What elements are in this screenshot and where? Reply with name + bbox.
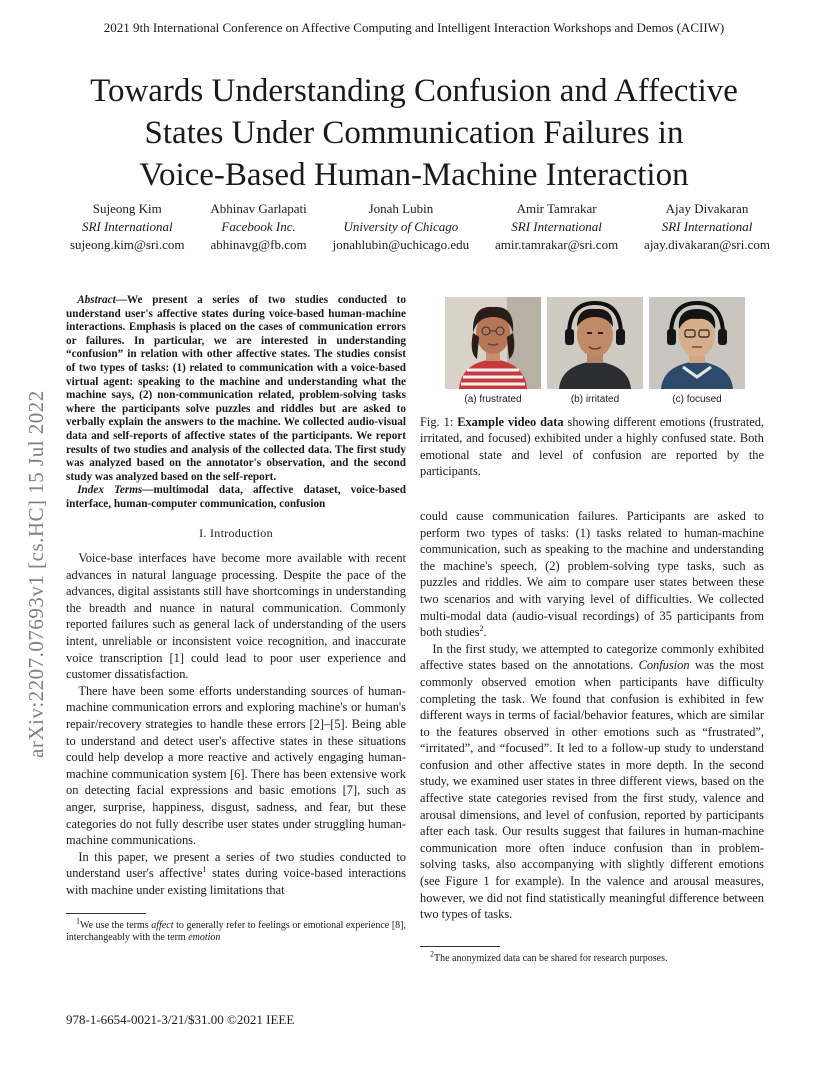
footnote-2-block [420, 946, 764, 965]
body-text: could cause communication failures. Participants are asked to perform two types of tasks: (1) tasks related to human-machine communication, such as speaking to the machine and understanding the machine's speech, (2) problem-solving type tasks, such as puzzles and riddles. We aim to compare user states between these two scenarios and with varying level of difficulties. We collected multi-modal data (audio-visual recordings) of 35 participants from both studies [420, 508, 764, 640]
index-terms [66, 484, 406, 511]
right-paragraph-1 [420, 508, 764, 641]
author-affiliation: SRI International [81, 219, 173, 234]
title-line: Towards Understanding Confusion and Affective [90, 73, 738, 109]
caption-text: showing different emotions (frustrated, irritated, and focused) exhibited under a highly confused state. Both emotional state and level of confusion are reported by the participants. [420, 414, 764, 479]
photo-frustrated [445, 297, 541, 389]
footnote-divider [66, 913, 146, 914]
body-text: was the most commonly observed emotion when participants have difficulty completing the task. We found that confusion is exhibited in few different ways in terms of facial/behavior features, which are similar to the features observed in other emotions such as “frustrated”, “irritated”, and “focused”. It led to a follow-up study to understand confusion and other affective states in more depth. In the second study, we examined user states in three different views, based on the affective state categories revised from the first study, valence and arousal dimensions, and level of confusion, reported by participants after each task. Our results suggest that failures in human-machine communication more often induce confusion than in problem-solving tasks, also accompanying with slightly different emotions (see Figure 1 for example). In the valence and arousal measures, however, we did not find statistically meaningful difference between two types of tasks. [420, 658, 764, 922]
author-block [333, 200, 470, 254]
author-name: Jonah Lubin [368, 201, 434, 216]
subcaption: (c) focused [672, 394, 722, 405]
intro-paragraph-2: There have been some efforts understanding sources of human-machine communication errors and exploring machine's or human's repair/recovery strategies to handle these errors [2]–[5]. Being able to understand and detect user's affective states in these situations could help develop a more reactive and actively engaging human-machine communication system [6]. There has been extensive work on detecting facial expressions and basic emotions [7], such as anger, surprise, happiness, disgust, sadness, and fear, but these categories do not fully describe user states under struggling human-machine communications. [66, 683, 406, 848]
footnote-ref: 2 [479, 624, 484, 633]
author-affiliation: University of Chicago [343, 219, 459, 234]
footnote-text: The anonymized data can be shared for research purposes. [434, 953, 668, 964]
copyright-notice: 978-1-6654-0021-3/21/$31.00 ©2021 IEEE [66, 1012, 295, 1027]
paper-title [40, 70, 788, 196]
author-name: Sujeong Kim [92, 201, 162, 216]
left-column [66, 294, 406, 944]
figure-1 [426, 297, 764, 389]
figure-subcaptions [426, 392, 764, 409]
subcaption: (a) frustrated [464, 394, 522, 405]
footnote-2 [420, 949, 764, 965]
author-email: amir.tamrakar@sri.com [495, 237, 619, 252]
footnote-divider [420, 946, 500, 947]
conference-header: 2021 9th International Conference on Affective Computing and Intelligent Interaction Workshops and Demos (ACIIW) [103, 20, 725, 35]
intro-paragraph-1: Voice-base interfaces have become more available with recent advances in natural language processing. Despite the pace of the advances, digital assistants still have shortcomings in understanding the breadth and nuance in natural communication. Commonly reported failures such as general lack of understanding of the users intent, unreliable or inconsistent voice recognition, and inaccurate voice transcription [1] could lead to poor user experience and customer dissatisfaction. [66, 551, 406, 682]
author-block [210, 200, 306, 254]
index-terms-text: —multimodal data, affective dataset, voice-based interface, human-computer communication, confusion [66, 484, 406, 510]
abstract-label: Abstract [77, 294, 116, 306]
author-name: Ajay Divakaran [665, 201, 749, 216]
photo-irritated [547, 297, 643, 389]
abstract-text: —We present a series of two studies conducted to understand user's affective states during voice-based human-machine interactions. Emphasis is placed on the cases of communication errors or failures. In particular, we are interested in understanding “confusion” in relation with other affective states. The studies consist of two types of tasks: (1) related to communication with a voice-based virtual agent: speaking to the machine and understanding what the machine says, (2) non-communication related, problem-solving tasks where the participants solve puzzles and riddles but are asked to verbally explain the answers to the machine. We collected audio-visual data and self-reports of affective states of the participants. We report results of two studies and analysis of the collected data. The first study was analyzed based on the annotator's observation, and the second study was analyzed based on the self-report. [66, 294, 406, 483]
footnote-term: affect [151, 919, 174, 931]
author-name: Amir Tamrakar [516, 201, 597, 216]
section-heading: I. Introduction [199, 525, 273, 540]
index-terms-label: Index Terms [77, 484, 143, 497]
title-line: States Under Communication Failures in [144, 115, 684, 151]
body-text: In the first study, we attempted to categorize commonly exhibited affective states based on the annotations. [420, 641, 764, 673]
caption-prefix: Fig. 1: [420, 414, 458, 429]
author-affiliation: SRI International [661, 219, 753, 234]
intro-text: In this paper, we present a series of two studies conducted to understand user's affective [66, 849, 406, 881]
intro-paragraph-3 [66, 849, 406, 899]
author-email: jonahlubin@uchicago.edu [332, 237, 470, 252]
author-email: sujeong.kim@sri.com [70, 237, 185, 252]
footnote-text: to generally refer to feelings or emotional experience [8], interchangeably with the term [66, 919, 406, 943]
right-paragraph-2 [420, 641, 764, 923]
subcaption: (b) irritated [570, 394, 620, 405]
footnote-term: emotion [188, 931, 221, 943]
body-text: . [483, 625, 487, 640]
intro-text: states during voice-based interactions with machine under existing limitations that [66, 866, 406, 897]
person-image [445, 297, 541, 389]
author-email: ajay.divakaran@sri.com [644, 237, 770, 252]
title-line: Voice-Based Human-Machine Interaction [139, 157, 689, 193]
caption-bold: Example video data [457, 414, 564, 429]
figure-caption [420, 414, 764, 480]
author-affiliation: SRI International [511, 219, 602, 234]
author-name: Abhinav Garlapati [210, 201, 307, 216]
author-block [495, 200, 618, 254]
right-column [420, 297, 764, 923]
footnote-mark: 2 [430, 949, 434, 959]
footnote-ref: 1 [202, 865, 207, 875]
person-image [547, 297, 643, 389]
abstract [66, 294, 406, 484]
author-block [70, 200, 185, 254]
author-list [70, 200, 770, 254]
footnote-1 [66, 916, 406, 945]
footnote-text: We use the terms [80, 919, 152, 931]
photo-focused [649, 297, 745, 389]
footnote-mark: 1 [76, 916, 80, 926]
author-email: abhinavg@fb.com [210, 237, 307, 252]
author-block [644, 200, 770, 254]
body-emphasis: Confusion [638, 658, 690, 673]
arxiv-stamp: arXiv:2207.07693v1 [cs.HC] 15 Jul 2022 [24, 390, 48, 758]
author-affiliation: Facebook Inc. [221, 219, 296, 234]
person-image [649, 297, 745, 389]
